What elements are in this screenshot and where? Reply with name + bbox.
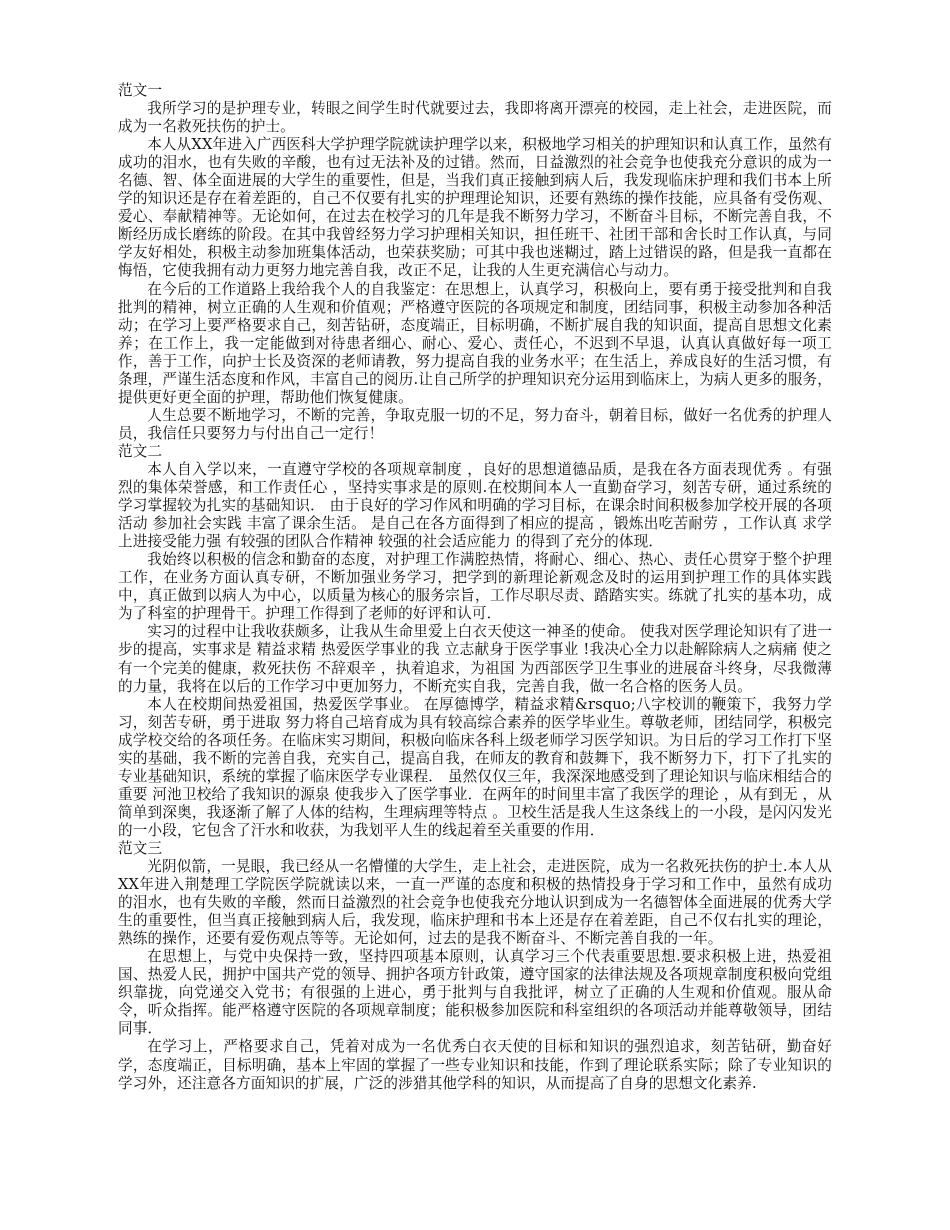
paragraph: 在思想上，与党中央保持一致，坚持四项基本原则，认真学习三个代表重要思想.要求积极上进，热爱祖国、热爱人民，拥护中国共产党的领导、拥护各项方针政策，遵守国家的法律法规及各项规章制度积极向党组织靠拢，向党递交入党书；有很强的上进心，勇于批判与自我批评，树立了正确的人生观和价值观。服从命令，听众指挥。能严格遵守医院的各项规章制度；能积极参加医院和科室组织的各项活动并能尊敬领导，团结同事．: [118, 948, 832, 1038]
paragraph: 实习的过程中让我收获颇多，让我从生命里爱上白衣天使这一神圣的使命。 使我对医学理论知识有了进一步的提高，实事求是 精益求精 热爱医学事业的我 立志献身于医学事业 !我决心全力以赴解除病人之病痛 使之有一个完美的健康，救死扶伤 不辞艰辛 ，执着追求，为祖国 为西部医学卫生事业的进展奋斗终身，尽我微薄的力量，我将在以后的工作学习中更加努力，不断充实自我，完善自我，做一名合格的医务人员。: [118, 623, 832, 695]
section-3: [118, 840, 832, 1093]
paragraph: 人生总要不断地学习，不断的完善，争取克服一切的不足，努力奋斗，朝着目标，做好一名优秀的护理人员，我信任只要努力与付出自己一定行！: [118, 406, 832, 442]
paragraph: 我所学习的是护理专业，转眼之间学生时代就要过去，我即将离开漂亮的校园，走上社会，走进医院，而成为一名救死扶伤的护士。: [118, 100, 832, 136]
paragraph: 本人在校期间热爱祖国，热爱医学事业。 在厚德博学，精益求精&rsquo;八字校训的鞭策下，我努力学习，刻苦专研，勇于进取 努力将自己培育成为具有较高综合素养的医学毕业生。尊敬老师，团结同学，积极完成学校交给的各项任务。在临床实习期间，积极向临床各科上级老师学习医学知识。为日后的学习工作打下坚实的基础，我不断的完善自我，充实自己，提高自我，在师友的教育和鼓舞下，我不断努力下，打下了扎实的专业基础知识，系统的掌握了临床医学专业课程． 虽然仅仅三年，我深深地感受到了理论知识与临床相结合的重要 河池卫校给了我知识的源泉 使我步入了医学事业．在两年的时间里丰富了我医学的理论 ，从有到无 ，从简单到深奥，我逐渐了解了人体的结构，生理病理等特点 。卫校生活是我人生这条线上的一小段，是闪闪发光的一小段，它包含了汗水和收获，为我划平人生的线起着至关重要的作用．: [118, 695, 832, 839]
section-title: 范文三: [118, 839, 163, 857]
paragraph: 在学习上，严格要求自己，凭着对成为一名优秀白衣天使的目标和知识的强烈追求，刻苦钻研，勤奋好学，态度端正，目标明确，基本上牢固的掌握了一些专业知识和技能，作到了理论联系实际；除了专业知识的学习外，还注意各方面知识的扩展，广泛的涉猎其他学科的知识，从而提高了自身的思想文化素养.: [118, 1038, 832, 1092]
paragraph: 光阴似箭，一晃眼，我已经从一名懵懂的大学生，走上社会，走进医院，成为一名救死扶伤的护士.本人从XX年进入荆楚理工学院医学院就读以来，一直一严谨的态度和积极的热情投身于学习和工作中，虽然有成功的泪水，也有失败的辛酸，然而日益激烈的社会竞争也使我充分地认识到成为一名德智体全面进展的优秀大学生的重要性，但当真正接触到病人后，我发现，临床护理和书本上还是存在着差距，自己不仅右扎实的理论，熟练的操作，还要有爱伤观点等等。无论如何，过去的是我不断奋斗、不断完善自我的一年。: [118, 858, 832, 948]
paragraph: 本人自入学以来，一直遵守学校的各项规章制度 ，良好的思想道德品质，是我在各方面表现优秀 。有强烈的集体荣誉感，和工作责任心 ，坚持实事求是的原则.在校期间本人一直勤奋学习，刻苦专研，通过系统的学习掌握较为扎实的基础知识． 由于良好的学习作风和明确的学习目标，在课余时间积极参加学校开展的各项活动 参加社会实践 丰富了课余生活。 是自己在各方面得到了相应的提高 ，锻炼出吃苦耐劳 ，工作认真 求学上进接受能力强 有较强的团队合作精神 较强的社会适应能力 的得到了充分的体现．: [118, 460, 832, 551]
section-title: 范文二: [118, 442, 163, 460]
paragraph: 在今后的工作道路上我给我个人的自我鉴定：在思想上，认真学习，积极向上，要有勇于接受批判和自我批判的精神，树立正确的人生观和价值观；严格遵守医院的各项规定和制度，团结同事，积极主动参加各种活动；在学习上要严格要求自己，刻苦钻研，态度端正，目标明确，不断扩展自我的知识面，提高自思想文化素养；在工作上，我一定能做到对待患者细心、耐心、爱心、责任心，不迟到不早退，认真认真做好每一项工作，善于工作，向护士长及资深的老师请教，努力提高自我的业务水平；在生活上，养成良好的生活习惯，有条理，严谨生活态度和作风，丰富自己的阅历.让自己所学的护理知识充分运用到临床上，为病人更多的服务，提供更好更全面的护理，帮助他们恢复健康。: [118, 280, 832, 406]
section-2: [118, 443, 832, 840]
paragraph: 我始终以积极的信念和勤奋的态度，对护理工作满腔热情，将耐心、细心、热心、责任心贯穿于整个护理工作，在业务方面认真专研，不断加强业务学习，把学到的新理论新观念及时的运用到护理工作的具体实践中，真正做到以病人为中心，以质量为核心的服务宗旨，工作尽职尽责、踏踏实实。练就了扎实的基本功，成为了科室的护理骨干。护理工作得到了老师的好评和认可．: [118, 551, 832, 623]
section-title: 范文一: [118, 82, 163, 99]
paragraph: 本人从XX年进入广西医科大学护理学院就读护理学以来，积极地学习相关的护理知识和认真工作，虽然有成功的泪水，也有失败的辛酸，也有过无法补及的过错。然而，日益激烈的社会竞争也使我充分意识的成为一名德、智、体全面进展的大学生的重要性，但是，当我们真正接触到病人后，我发现临床护理和我们书本上所学的知识还是存在着差距的，自己不仅要有扎实的护理理论知识，还要有熟练的操作技能，应具备有受伤观、爱心、奉献精神等。无论如何，在过去在校学习的几年是我不断努力学习，不断奋斗目标，不断完善自我，不断经历成长磨练的阶段。在其中我曾经努力学习护理相关知识，担任班干、社团干部和舍长时工作认真，与同学友好相处，积极主动参加班集体活动，也荣获奖励；可其中我也迷糊过，踏上过错误的路，但是我一直都在悔悟，它使我拥有动力更努力地完善自我，改正不足，让我的人生更充满信心与动力。: [118, 136, 832, 280]
section-1: [118, 82, 832, 443]
